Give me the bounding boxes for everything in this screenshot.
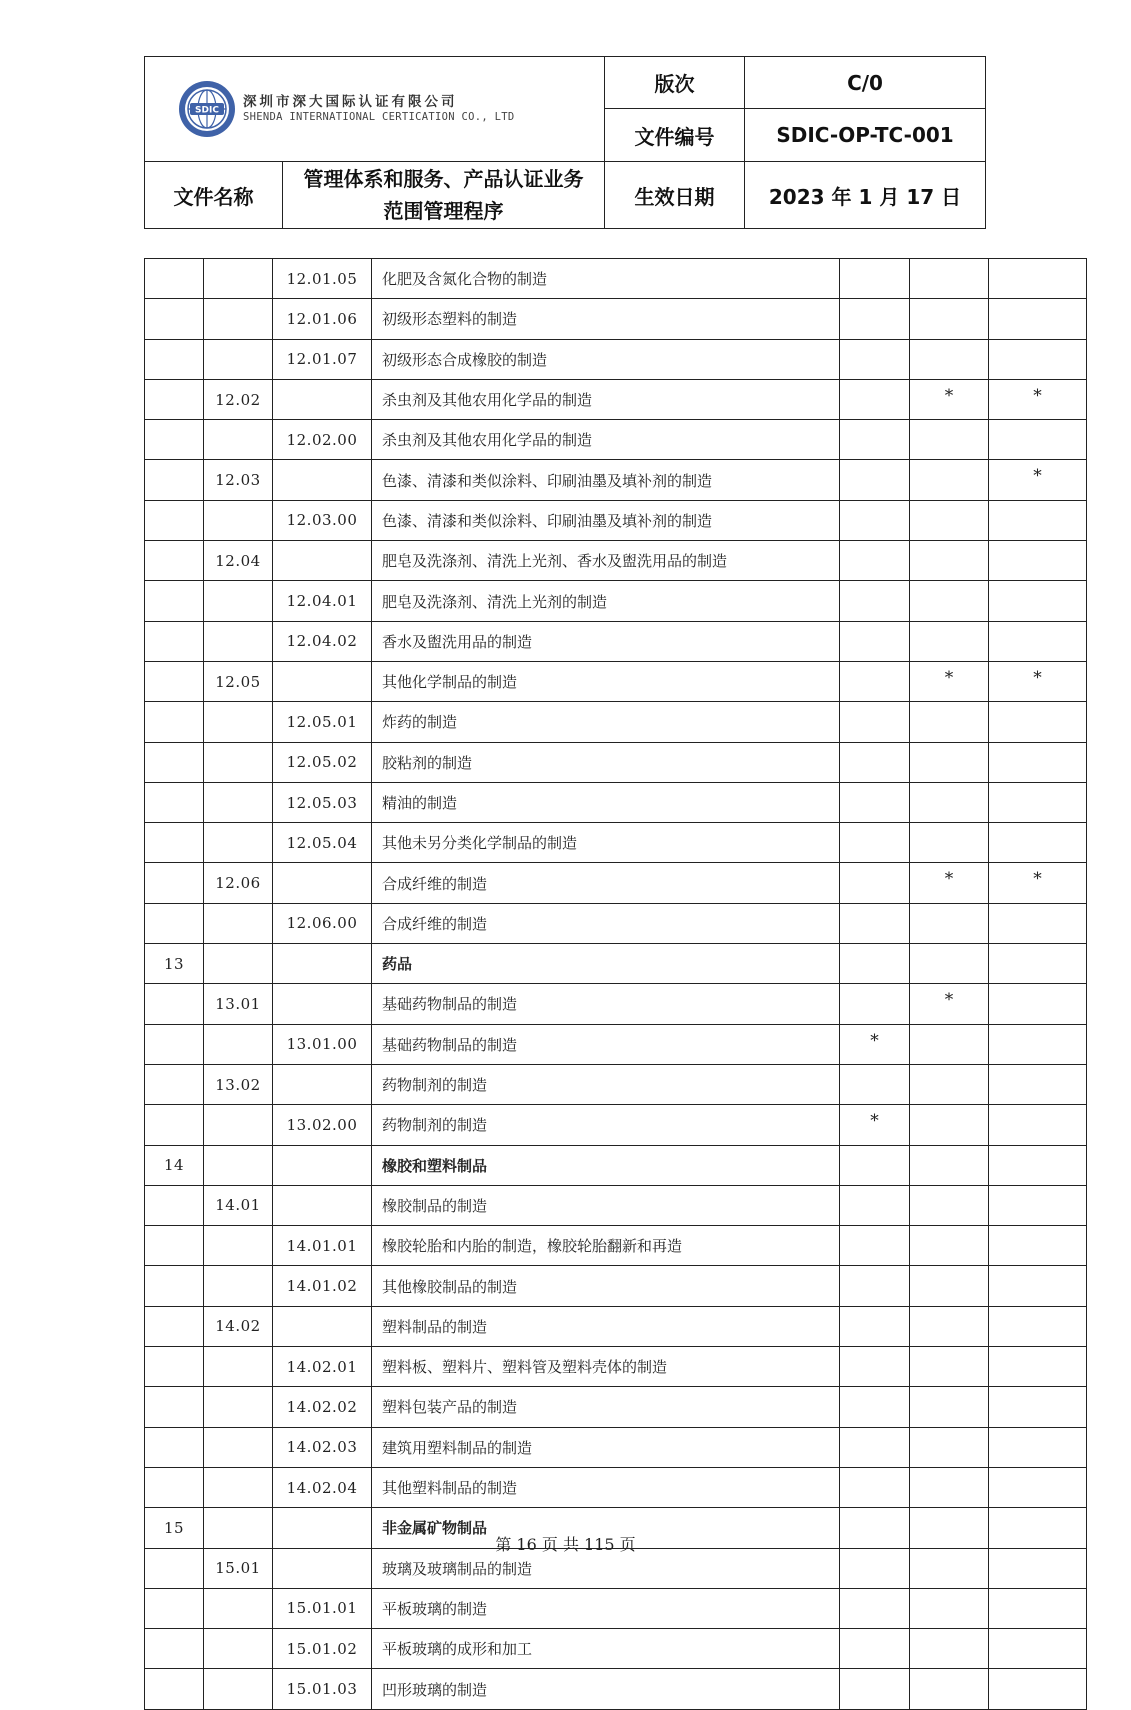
table-row xyxy=(145,984,1087,1024)
table-row xyxy=(145,541,1087,581)
mark-col-2 xyxy=(910,1266,989,1306)
level3-code xyxy=(273,661,372,701)
table-row xyxy=(145,1629,1087,1669)
category-name: 其他化学制品的制造 xyxy=(372,661,840,701)
level1-code xyxy=(145,903,204,943)
level3-code: 12.06.00 xyxy=(273,903,372,943)
mark-col-2: * xyxy=(910,863,989,903)
category-name: 橡胶和塑料制品 xyxy=(372,1145,840,1185)
level2-code xyxy=(204,944,273,984)
mark-col-3 xyxy=(989,823,1087,863)
level1-code: 15 xyxy=(145,1508,204,1548)
mark-col-1 xyxy=(840,823,910,863)
level3-code: 15.01.03 xyxy=(273,1669,372,1709)
mark-col-3: * xyxy=(989,460,1087,500)
mark-col-3 xyxy=(989,742,1087,782)
level3-code xyxy=(273,1145,372,1185)
table-row xyxy=(145,742,1087,782)
category-name: 玻璃及玻璃制品的制造 xyxy=(372,1548,840,1588)
page-number: 第 16 页 共 115 页 xyxy=(495,1535,636,1554)
table-row xyxy=(145,259,1087,299)
mark-col-3 xyxy=(989,1629,1087,1669)
level3-code: 12.02.00 xyxy=(273,420,372,460)
category-name: 平板玻璃的制造 xyxy=(372,1588,840,1628)
category-name: 非金属矿物制品 xyxy=(372,1508,840,1548)
mark-col-2: * xyxy=(910,984,989,1024)
table-row xyxy=(145,1226,1087,1266)
category-name: 药物制剂的制造 xyxy=(372,1064,840,1104)
category-name: 药物制剂的制造 xyxy=(372,1105,840,1145)
level2-code xyxy=(204,1467,273,1507)
version-label: 版次 xyxy=(605,57,745,109)
category-name: 塑料制品的制造 xyxy=(372,1306,840,1346)
level1-code xyxy=(145,339,204,379)
level1-code xyxy=(145,1064,204,1104)
mark-col-1 xyxy=(840,1145,910,1185)
level3-code xyxy=(273,984,372,1024)
level3-code: 12.04.02 xyxy=(273,621,372,661)
level1-code xyxy=(145,259,204,299)
level3-code: 12.01.06 xyxy=(273,299,372,339)
date-label: 生效日期 xyxy=(605,162,745,229)
table-row xyxy=(145,1064,1087,1104)
level1-code xyxy=(145,1629,204,1669)
mark-col-1 xyxy=(840,259,910,299)
table-row xyxy=(145,1306,1087,1346)
mark-col-3 xyxy=(989,1669,1087,1709)
category-name: 其他塑料制品的制造 xyxy=(372,1467,840,1507)
mark-col-2 xyxy=(910,1387,989,1427)
mark-col-2 xyxy=(910,1145,989,1185)
mark-col-1 xyxy=(840,702,910,742)
level1-code xyxy=(145,299,204,339)
company-logo-cell xyxy=(145,57,605,162)
table-row xyxy=(145,1427,1087,1467)
mark-col-3 xyxy=(989,1226,1087,1266)
mark-col-3 xyxy=(989,944,1087,984)
level1-code xyxy=(145,1467,204,1507)
table-row xyxy=(145,1347,1087,1387)
level3-code: 12.01.05 xyxy=(273,259,372,299)
level1-code xyxy=(145,500,204,540)
mark-col-3 xyxy=(989,903,1087,943)
mark-col-1 xyxy=(840,1306,910,1346)
level2-code xyxy=(204,1387,273,1427)
table-row xyxy=(145,1185,1087,1225)
level3-code: 12.05.04 xyxy=(273,823,372,863)
category-name: 橡胶制品的制造 xyxy=(372,1185,840,1225)
level3-code: 12.05.01 xyxy=(273,702,372,742)
table-row xyxy=(145,1387,1087,1427)
level1-code xyxy=(145,541,204,581)
company-logo-icon xyxy=(177,79,237,139)
category-name: 药品 xyxy=(372,944,840,984)
mark-col-2 xyxy=(910,903,989,943)
level3-code: 12.05.03 xyxy=(273,782,372,822)
level1-code xyxy=(145,1266,204,1306)
mark-col-2 xyxy=(910,621,989,661)
mark-col-3 xyxy=(989,1266,1087,1306)
level2-code xyxy=(204,299,273,339)
level3-code: 12.03.00 xyxy=(273,500,372,540)
level2-code xyxy=(204,420,273,460)
mark-col-2 xyxy=(910,1467,989,1507)
table-row xyxy=(145,1266,1087,1306)
mark-col-2 xyxy=(910,1669,989,1709)
mark-col-3 xyxy=(989,1347,1087,1387)
mark-col-1 xyxy=(840,500,910,540)
level1-code xyxy=(145,1105,204,1145)
level2-code xyxy=(204,259,273,299)
table-row xyxy=(145,379,1087,419)
category-name: 胶粘剂的制造 xyxy=(372,742,840,782)
level2-code xyxy=(204,621,273,661)
level1-code: 13 xyxy=(145,944,204,984)
mark-col-2 xyxy=(910,420,989,460)
table-row xyxy=(145,581,1087,621)
level2-code xyxy=(204,500,273,540)
level2-code xyxy=(204,903,273,943)
mark-col-1 xyxy=(840,1185,910,1225)
category-name: 肥皂及洗涤剂、清洗上光剂的制造 xyxy=(372,581,840,621)
level2-code xyxy=(204,1669,273,1709)
mark-col-2 xyxy=(910,259,989,299)
level2-code: 12.03 xyxy=(204,460,273,500)
category-name: 初级形态合成橡胶的制造 xyxy=(372,339,840,379)
category-name: 色漆、清漆和类似涂料、印刷油墨及填补剂的制造 xyxy=(372,460,840,500)
level2-code: 12.02 xyxy=(204,379,273,419)
level1-code xyxy=(145,581,204,621)
level2-code: 12.04 xyxy=(204,541,273,581)
table-row xyxy=(145,1145,1087,1185)
mark-col-1 xyxy=(840,299,910,339)
level1-code xyxy=(145,1669,204,1709)
level1-code xyxy=(145,1185,204,1225)
mark-col-3 xyxy=(989,1588,1087,1628)
mark-col-3 xyxy=(989,1185,1087,1225)
level3-code: 12.04.01 xyxy=(273,581,372,621)
level1-code xyxy=(145,1226,204,1266)
category-name: 杀虫剂及其他农用化学品的制造 xyxy=(372,379,840,419)
level3-code: 14.01.01 xyxy=(273,1226,372,1266)
table-row xyxy=(145,339,1087,379)
level3-code: 13.02.00 xyxy=(273,1105,372,1145)
level1-code xyxy=(145,1588,204,1628)
mark-col-2: * xyxy=(910,379,989,419)
mark-col-1 xyxy=(840,782,910,822)
category-name: 凹形玻璃的制造 xyxy=(372,1669,840,1709)
category-name: 色漆、清漆和类似涂料、印刷油墨及填补剂的制造 xyxy=(372,500,840,540)
level2-code xyxy=(204,742,273,782)
level2-code xyxy=(204,1629,273,1669)
category-name: 初级形态塑料的制造 xyxy=(372,299,840,339)
level2-code xyxy=(204,1266,273,1306)
company-name-cn: 深圳市深大国际认证有限公司 xyxy=(243,94,458,110)
category-name: 杀虫剂及其他农用化学品的制造 xyxy=(372,420,840,460)
level3-code xyxy=(273,1185,372,1225)
level1-code xyxy=(145,1387,204,1427)
company-name-en: SHENDA INTERNATIONAL CERTICATION CO., LTD xyxy=(243,110,515,123)
mark-col-1 xyxy=(840,903,910,943)
mark-col-1 xyxy=(840,944,910,984)
level3-code xyxy=(273,379,372,419)
mark-col-2 xyxy=(910,1629,989,1669)
table-row xyxy=(145,621,1087,661)
mark-col-3 xyxy=(989,1387,1087,1427)
table-row xyxy=(145,1669,1087,1709)
level3-code: 15.01.02 xyxy=(273,1629,372,1669)
table-row xyxy=(145,661,1087,701)
category-name: 化肥及含氮化合物的制造 xyxy=(372,259,840,299)
mark-col-1: * xyxy=(840,1024,910,1064)
mark-col-1 xyxy=(840,1669,910,1709)
table-row xyxy=(145,1588,1087,1628)
mark-col-2 xyxy=(910,500,989,540)
level3-code: 12.01.07 xyxy=(273,339,372,379)
mark-col-2 xyxy=(910,1185,989,1225)
level1-code xyxy=(145,460,204,500)
mark-col-3: * xyxy=(989,661,1087,701)
mark-col-3 xyxy=(989,984,1087,1024)
mark-col-2 xyxy=(910,1347,989,1387)
mark-col-1 xyxy=(840,1427,910,1467)
level1-code xyxy=(145,420,204,460)
mark-col-3 xyxy=(989,1467,1087,1507)
mark-col-2 xyxy=(910,1024,989,1064)
category-name: 炸药的制造 xyxy=(372,702,840,742)
level1-code xyxy=(145,702,204,742)
version-value: C/0 xyxy=(745,57,986,109)
mark-col-1 xyxy=(840,379,910,419)
level2-code: 14.01 xyxy=(204,1185,273,1225)
table-row xyxy=(145,944,1087,984)
level3-code xyxy=(273,1064,372,1104)
level2-code xyxy=(204,1105,273,1145)
mark-col-2 xyxy=(910,339,989,379)
mark-col-2 xyxy=(910,299,989,339)
level2-code xyxy=(204,339,273,379)
mark-col-3 xyxy=(989,1105,1087,1145)
level2-code xyxy=(204,1024,273,1064)
mark-col-1 xyxy=(840,1064,910,1104)
category-name: 肥皂及洗涤剂、清洗上光剂、香水及盥洗用品的制造 xyxy=(372,541,840,581)
table-row xyxy=(145,1105,1087,1145)
level2-code xyxy=(204,1588,273,1628)
mark-col-1 xyxy=(840,420,910,460)
mark-col-3: * xyxy=(989,379,1087,419)
mark-col-3: * xyxy=(989,863,1087,903)
mark-col-3 xyxy=(989,1024,1087,1064)
level3-code xyxy=(273,863,372,903)
mark-col-1 xyxy=(840,863,910,903)
docno-label: 文件编号 xyxy=(605,109,745,162)
level3-code: 14.02.03 xyxy=(273,1427,372,1467)
level2-code xyxy=(204,581,273,621)
mark-col-2 xyxy=(910,702,989,742)
category-name: 精油的制造 xyxy=(372,782,840,822)
mark-col-1 xyxy=(840,621,910,661)
mark-col-1 xyxy=(840,581,910,621)
date-value: 2023 年 1 月 17 日 xyxy=(745,162,986,229)
level2-code: 15.01 xyxy=(204,1548,273,1588)
level3-code xyxy=(273,944,372,984)
level1-code: 14 xyxy=(145,1145,204,1185)
table-row xyxy=(145,823,1087,863)
level1-code xyxy=(145,379,204,419)
table-row xyxy=(145,863,1087,903)
docname-value: 管理体系和服务、产品认证业务范围管理程序 xyxy=(283,162,605,229)
mark-col-3 xyxy=(989,259,1087,299)
mark-col-3 xyxy=(989,621,1087,661)
level1-code xyxy=(145,1347,204,1387)
mark-col-3 xyxy=(989,1306,1087,1346)
level3-code xyxy=(273,460,372,500)
mark-col-1 xyxy=(840,541,910,581)
mark-col-3 xyxy=(989,500,1087,540)
mark-col-1 xyxy=(840,339,910,379)
svg-text:SDIC: SDIC xyxy=(195,105,219,116)
mark-col-1 xyxy=(840,1226,910,1266)
level2-code xyxy=(204,1145,273,1185)
mark-col-2 xyxy=(910,1064,989,1104)
scope-table xyxy=(144,258,1087,1710)
level3-code: 14.02.01 xyxy=(273,1347,372,1387)
level2-code: 13.02 xyxy=(204,1064,273,1104)
mark-col-1 xyxy=(840,1266,910,1306)
category-name: 建筑用塑料制品的制造 xyxy=(372,1427,840,1467)
level2-code: 12.06 xyxy=(204,863,273,903)
mark-col-3 xyxy=(989,1427,1087,1467)
category-name: 基础药物制品的制造 xyxy=(372,1024,840,1064)
category-name: 塑料包装产品的制造 xyxy=(372,1387,840,1427)
mark-col-2 xyxy=(910,460,989,500)
table-row xyxy=(145,299,1087,339)
mark-col-2: * xyxy=(910,661,989,701)
level1-code xyxy=(145,863,204,903)
level3-code: 15.01.01 xyxy=(273,1588,372,1628)
mark-col-2 xyxy=(910,541,989,581)
level3-code: 12.05.02 xyxy=(273,742,372,782)
mark-col-1 xyxy=(840,1347,910,1387)
mark-col-1: * xyxy=(840,1105,910,1145)
level2-code xyxy=(204,702,273,742)
scope-table-body xyxy=(145,259,1087,1710)
level2-code xyxy=(204,1347,273,1387)
level1-code xyxy=(145,1024,204,1064)
level2-code xyxy=(204,1226,273,1266)
level2-code xyxy=(204,1427,273,1467)
level3-code xyxy=(273,541,372,581)
mark-col-2 xyxy=(910,1306,989,1346)
level1-code xyxy=(145,984,204,1024)
category-name: 其他未另分类化学制品的制造 xyxy=(372,823,840,863)
mark-col-2 xyxy=(910,581,989,621)
table-row xyxy=(145,420,1087,460)
mark-col-3 xyxy=(989,1064,1087,1104)
table-row xyxy=(145,500,1087,540)
category-name: 其他橡胶制品的制造 xyxy=(372,1266,840,1306)
mark-col-3 xyxy=(989,541,1087,581)
mark-col-2 xyxy=(910,1588,989,1628)
category-name: 合成纤维的制造 xyxy=(372,863,840,903)
mark-col-2 xyxy=(910,1427,989,1467)
mark-col-2 xyxy=(910,823,989,863)
mark-col-2 xyxy=(910,1105,989,1145)
mark-col-3 xyxy=(989,339,1087,379)
level3-code: 13.01.00 xyxy=(273,1024,372,1064)
level1-code xyxy=(145,661,204,701)
mark-col-1 xyxy=(840,984,910,1024)
level1-code xyxy=(145,1306,204,1346)
level3-code xyxy=(273,1306,372,1346)
mark-col-3 xyxy=(989,581,1087,621)
level2-code: 12.05 xyxy=(204,661,273,701)
level2-code xyxy=(204,782,273,822)
level3-code: 14.02.04 xyxy=(273,1467,372,1507)
table-row xyxy=(145,1467,1087,1507)
mark-col-1 xyxy=(840,1387,910,1427)
category-name: 合成纤维的制造 xyxy=(372,903,840,943)
level2-code xyxy=(204,823,273,863)
mark-col-2 xyxy=(910,1226,989,1266)
docno-value: SDIC-OP-TC-001 xyxy=(745,109,986,162)
category-name: 香水及盥洗用品的制造 xyxy=(372,621,840,661)
mark-col-2 xyxy=(910,742,989,782)
level1-code xyxy=(145,782,204,822)
document-header xyxy=(144,56,986,229)
mark-col-3 xyxy=(989,782,1087,822)
level1-code xyxy=(145,1427,204,1467)
mark-col-1 xyxy=(840,460,910,500)
mark-col-1 xyxy=(840,661,910,701)
table-row xyxy=(145,903,1087,943)
mark-col-2 xyxy=(910,944,989,984)
level3-code: 14.01.02 xyxy=(273,1266,372,1306)
table-row xyxy=(145,782,1087,822)
level2-code: 14.02 xyxy=(204,1306,273,1346)
level3-code: 14.02.02 xyxy=(273,1387,372,1427)
table-row xyxy=(145,460,1087,500)
category-name: 平板玻璃的成形和加工 xyxy=(372,1629,840,1669)
mark-col-2 xyxy=(910,782,989,822)
docname-label: 文件名称 xyxy=(145,162,283,229)
mark-col-3 xyxy=(989,1145,1087,1185)
table-row xyxy=(145,1024,1087,1064)
category-name: 橡胶轮胎和内胎的制造，橡胶轮胎翻新和再造 xyxy=(372,1226,840,1266)
mark-col-1 xyxy=(840,742,910,782)
mark-col-1 xyxy=(840,1629,910,1669)
mark-col-3 xyxy=(989,702,1087,742)
mark-col-3 xyxy=(989,299,1087,339)
mark-col-3 xyxy=(989,420,1087,460)
mark-col-1 xyxy=(840,1467,910,1507)
level1-code xyxy=(145,742,204,782)
level2-code: 13.01 xyxy=(204,984,273,1024)
category-name: 塑料板、塑料片、塑料管及塑料壳体的制造 xyxy=(372,1347,840,1387)
table-row xyxy=(145,702,1087,742)
level1-code xyxy=(145,621,204,661)
level1-code xyxy=(145,823,204,863)
category-name: 基础药物制品的制造 xyxy=(372,984,840,1024)
mark-col-1 xyxy=(840,1588,910,1628)
